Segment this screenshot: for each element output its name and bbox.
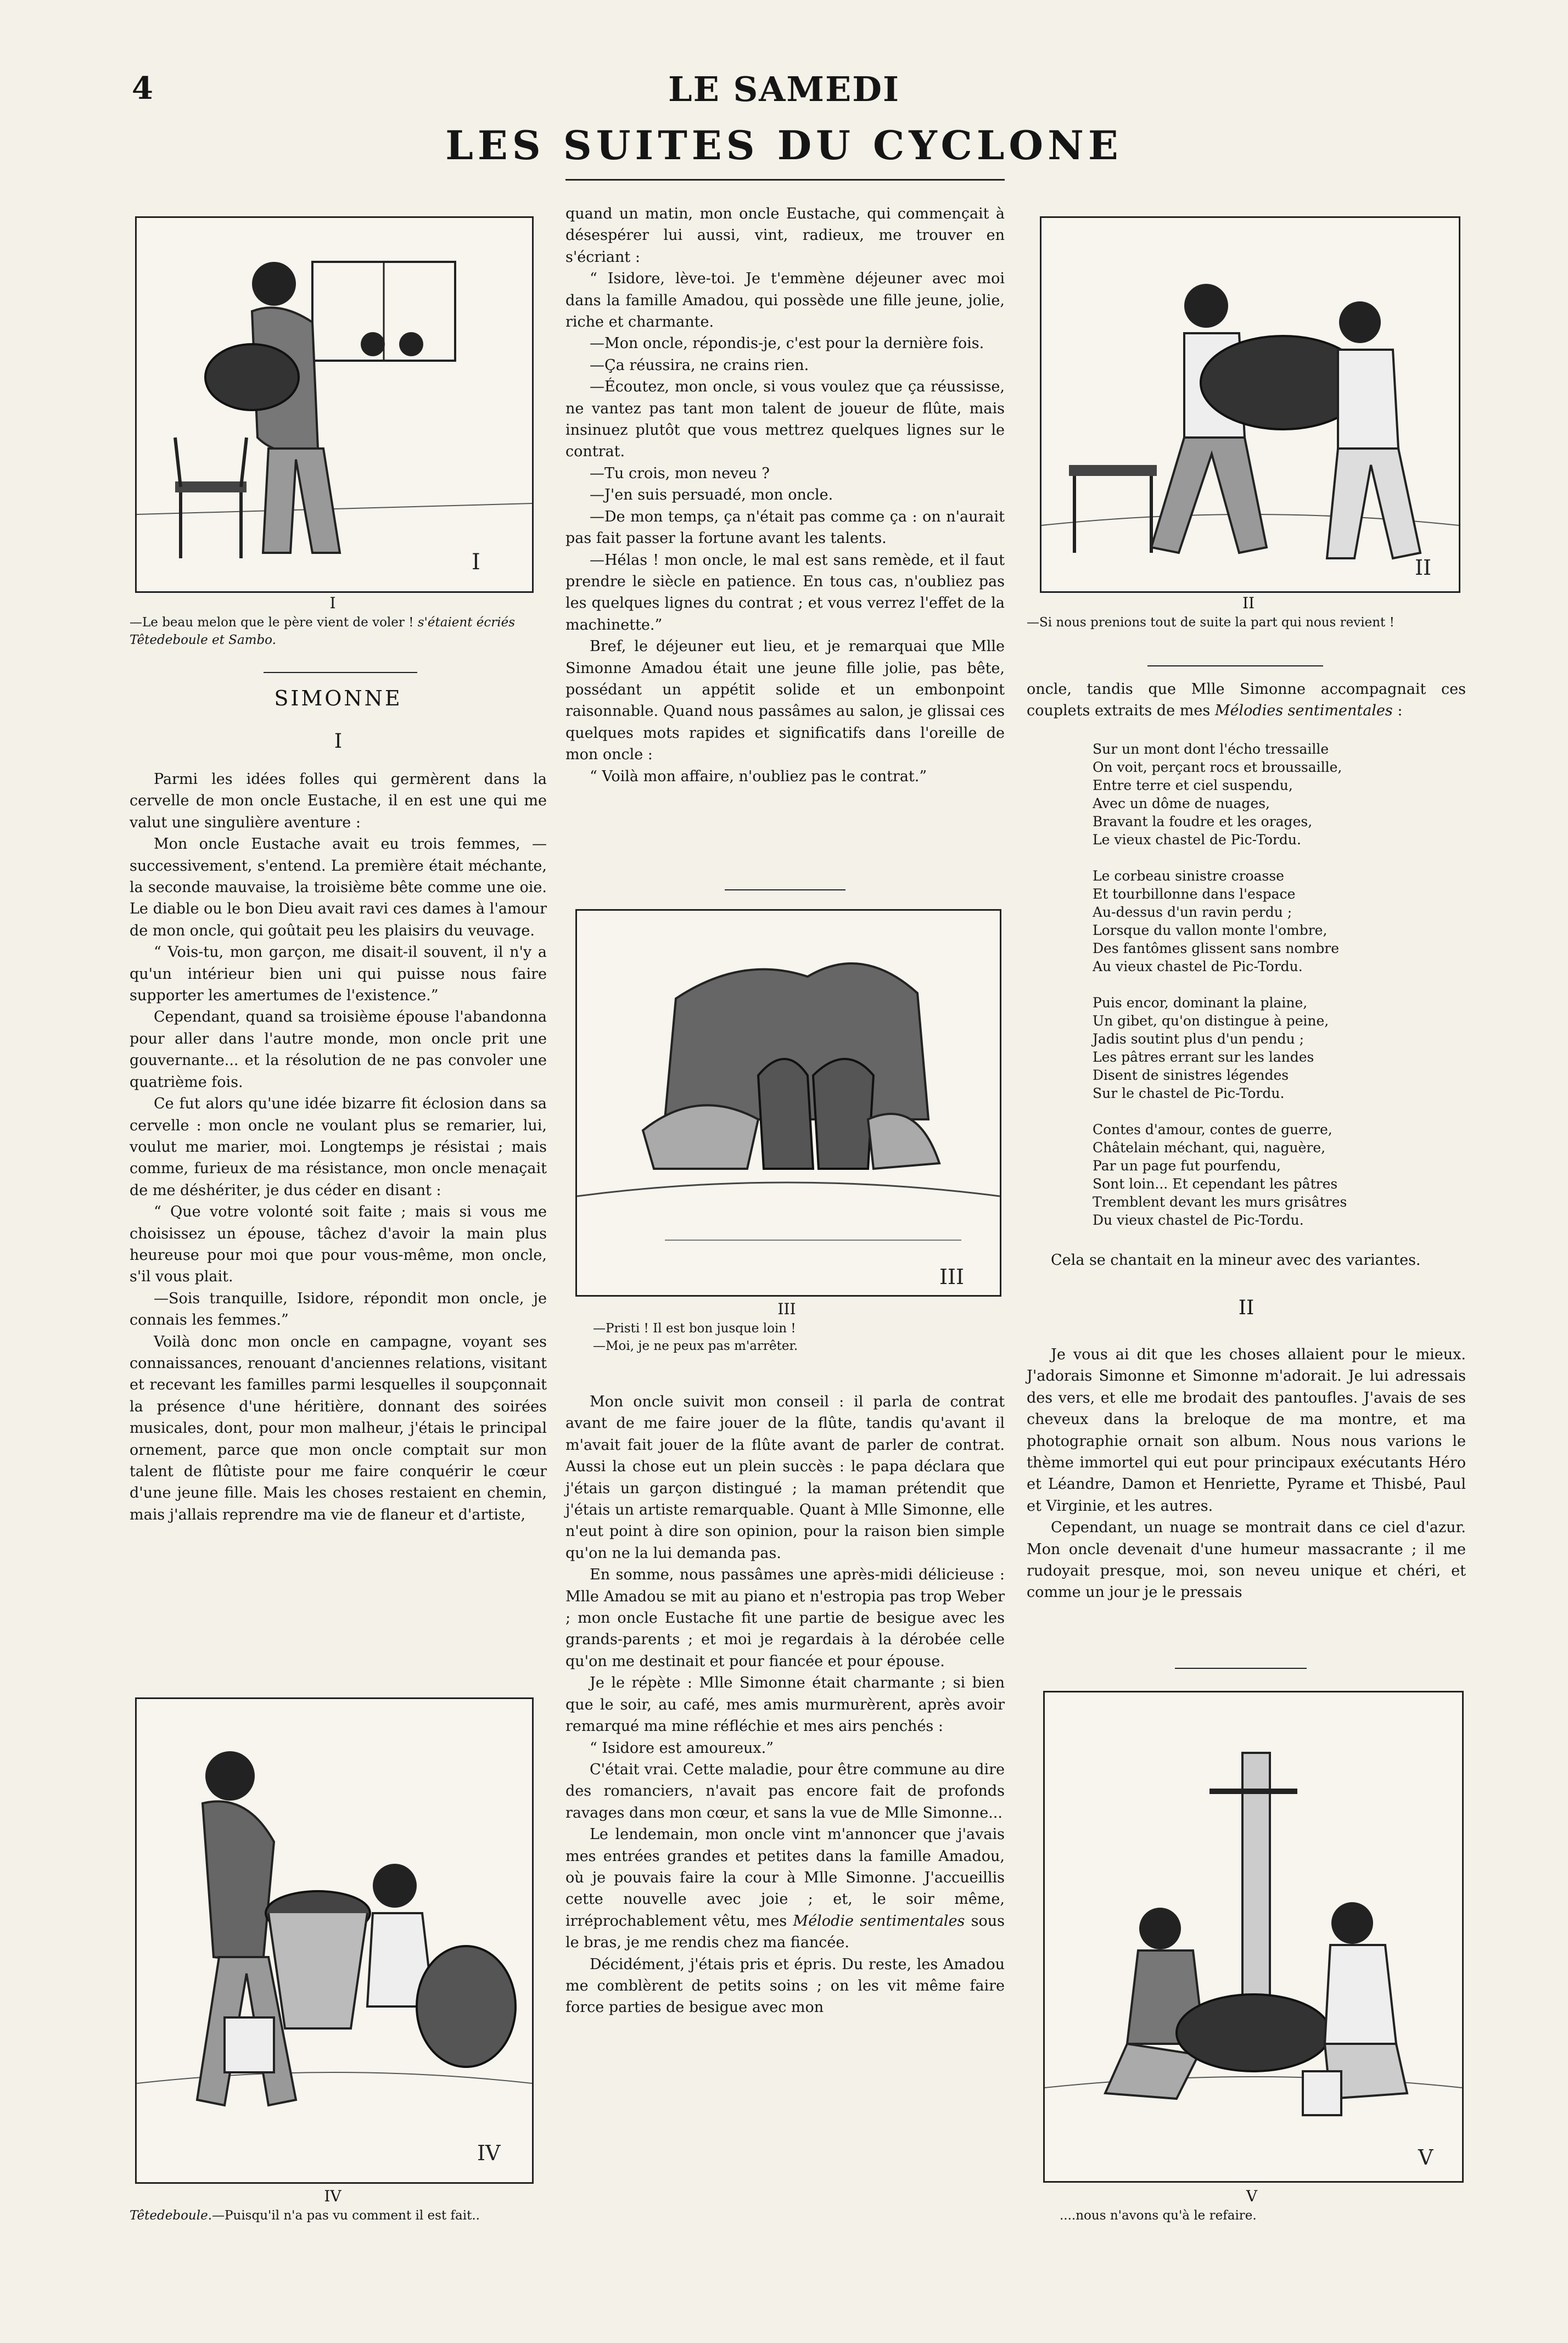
paragraph-tail: : xyxy=(1392,702,1403,720)
figure-4-caption-italic: Têtedeboule xyxy=(130,2209,208,2223)
paragraph: —Tu crois, mon neveu ? xyxy=(590,464,770,482)
figure-2-number: II xyxy=(1242,594,1255,612)
paragraph: —Écoutez, mon oncle, si vous voulez que ça réussisse, ne vantez pas tant mon talent de joueur de flûte, mais insinuez plutôt que vous mettrez quelques lignes sur le contrat. xyxy=(565,378,1005,461)
paragraph: Parmi les idées folles qui germèrent dans la cervelle de mon oncle Eustache, il en est une qui me valut une singulière aventure : xyxy=(130,771,547,831)
figure-1-mark: I xyxy=(472,550,480,575)
paragraph: C'était vrai. Cette maladie, pour être commune au dire des romanciers, n'avait pas encore fait de profonds ravages dans mon cœur, et sans la vue de Mlle Simonne... xyxy=(565,1761,1005,1821)
figure-3-caption-line: —Moi, je ne peux pas m'arrêter. xyxy=(593,1339,798,1353)
rule-above-story xyxy=(264,672,417,673)
paragraph-text: oncle, tandis que Mlle Simonne accompagnait ces couplets extraits de mes xyxy=(1027,681,1466,720)
section-number-1: I xyxy=(334,730,343,753)
story-title: SIMONNE xyxy=(274,686,402,710)
poem-line: Un gibet, qu'on distingue à peine, xyxy=(1093,1013,1329,1029)
page-title: LES SUITES DU CYCLONE xyxy=(445,122,1123,169)
poem-line: Tremblent devant les murs grisâtres xyxy=(1093,1194,1347,1210)
column-2-bottom xyxy=(565,1391,1005,2019)
paragraph: —Mon oncle, répondis-je, c'est pour la dernière fois. xyxy=(590,335,984,352)
poem-line: Bravant la foudre et les orages, xyxy=(1093,814,1313,829)
paragraph: Ce fut alors qu'une idée bizarre fit éclosion dans sa cervelle : mon oncle ne voulant plus se remarier, lui, voulut me marier, moi. Longtemps je résistai ; mais comme, furieux de ma résistance, mon oncle menaçait de me déshériter, je dus céder en disant : xyxy=(130,1095,547,1199)
column-2-top xyxy=(565,203,1005,787)
poem-line: Avec un dôme de nuages, xyxy=(1093,795,1270,811)
paragraph: —J'en suis persuadé, mon oncle. xyxy=(590,486,833,504)
poem-stanza xyxy=(1093,740,1444,849)
figure-4-illustration xyxy=(135,1697,534,2184)
figure-4-drawing xyxy=(137,1699,532,2182)
poem-line: Le corbeau sinistre croasse xyxy=(1093,868,1284,884)
figure-1-caption-italic: s'étaient écriés Têtedeboule et Sambo. xyxy=(130,615,516,647)
poem-line: Des fantômes glissent sans nombre xyxy=(1093,940,1340,956)
poem-line: Les pâtres errant sur les landes xyxy=(1093,1049,1314,1065)
paragraph: Décidément, j'étais pris et épris. Du reste, les Amadou me comblèrent de petits soins ; on les vit même faire force parties de besigue avec mon xyxy=(565,1955,1005,2016)
figure-2-mark: II xyxy=(1415,556,1432,580)
paragraph: Je le répète : Mlle Simonne était charmante ; si bien que le soir, au café, mes amis murmurèrent, après avoir remarqué ma mine réfléchie et mes airs penchés : xyxy=(565,1674,1005,1735)
paragraph xyxy=(565,1824,1005,1953)
poem-stanza xyxy=(1093,994,1444,1102)
figure-4-caption-text: .—Puisqu'il n'a pas vu comment il est fait.. xyxy=(208,2209,480,2223)
poem-line: Sur le chastel de Pic-Tordu. xyxy=(1093,1085,1285,1101)
italic-title: Mélodies sentimentales xyxy=(1214,702,1393,720)
title-rule xyxy=(565,179,1005,181)
poem-stanza xyxy=(1093,1120,1444,1229)
rule-above-figure-5 xyxy=(1175,1668,1307,1669)
poem-line: Entre terre et ciel suspendu, xyxy=(1093,777,1293,793)
paragraph: Cependant, quand sa troisième épouse l'abandonna pour aller dans l'autre monde, mon oncle prit une gouvernante... et la résolution de ne pas convoler une quatrième fois. xyxy=(130,1008,547,1091)
paragraph xyxy=(1027,679,1466,722)
poem-line: Lorsque du vallon monte l'ombre, xyxy=(1093,922,1328,938)
poem-stanza xyxy=(1093,867,1444,976)
paragraph: —Ça réussira, ne crains rien. xyxy=(590,356,809,374)
poem-line: Par un page fut pourfendu, xyxy=(1093,1158,1281,1174)
paragraph: Voilà donc mon oncle en campagne, voyant ses connaissances, renouant d'anciennes relations, visitant et recevant les familles parmi lesquelles il soupçonnait la présence d'une héritière, donnant des soirées musicales, dont, pour mon malheur, j'étais le principal ornement, parce que mon oncle comptait sur mon talent de flûtiste pour me faire conquérir le cœur d'une jeune fille. Mais les choses restaient en chemin, mais j'allais reprendre ma vie de flaneur et d'artiste, xyxy=(130,1333,547,1523)
page-number: 4 xyxy=(132,70,153,107)
poem-line: Et tourbillonne dans l'espace xyxy=(1093,886,1296,902)
figure-5-caption: ....nous n'avons qu'à le refaire. xyxy=(1060,2209,1257,2223)
paragraph: Mon oncle suivit mon conseil : il parla de contrat avant de me faire jouer de la flûte, tandis qu'avant il m'avait fait jouer de la flûte avant de parler de contrat. Aussi la chose eut un plein succès : le papa déclara que j'étais un garçon distingué ; la maman prétendit que j'étais un artiste remarquable. Quant à Mlle Simonne, elle n'eut point à dire son opinion, pour la raison bien simple qu'on ne la lui demanda pas. xyxy=(565,1393,1005,1562)
paragraph: —Sois tranquille, Isidore, répondit mon oncle, je connais les femmes.” xyxy=(130,1290,547,1329)
paragraph: quand un matin, mon oncle Eustache, qui commençait à désespérer lui aussi, vint, radieux, me trouver en s'écriant : xyxy=(565,205,1005,266)
figure-5-illustration xyxy=(1043,1691,1464,2183)
poem-line: Sont loin... Et cependant les pâtres xyxy=(1093,1176,1338,1192)
paragraph: “ Que votre volonté soit faite ; mais si vous me choisissez un épouse, tâchez d'avoir la main plus heureuse pour moi que pour vous-même, mon oncle, s'il vous plait. xyxy=(130,1203,547,1286)
poem-line: Châtelain méchant, qui, naguère, xyxy=(1093,1140,1326,1156)
poem-line: Au-dessus d'un ravin perdu ; xyxy=(1093,904,1292,920)
figure-1-number: I xyxy=(329,594,336,612)
figure-1-illustration xyxy=(135,216,534,593)
paragraph: Bref, le déjeuner eut lieu, et je remarquai que Mlle Simonne Amadou était une jeune fille jolie, pas bête, possédant un appétit solide et un embonpoint raisonnable. Quand nous passâmes au salon, je glissai ces quelques mots rapides et significatifs dans l'oreille de mon oncle : xyxy=(565,638,1005,764)
figure-3-mark: III xyxy=(939,1265,965,1289)
figure-1-caption xyxy=(130,614,547,649)
paragraph-tail: sous le bras, je me rendis chez ma fiancée. xyxy=(565,1912,1005,1952)
masthead: LE SAMEDI xyxy=(668,69,900,109)
figure-2-drawing xyxy=(1041,218,1459,591)
paragraph: —Hélas ! mon oncle, le mal est sans remède, et il faut prendre le siècle en patience. En tous cas, n'oubliez pas les quelques lignes du contrat ; et vous verrez l'effet de la machinette.” xyxy=(565,551,1005,634)
rule-above-figure-3 xyxy=(725,889,845,890)
figure-4-number: IV xyxy=(324,2187,341,2205)
poem-line: Du vieux chastel de Pic-Tordu. xyxy=(1093,1212,1304,1228)
poem-line: Le vieux chastel de Pic-Tordu. xyxy=(1093,832,1301,848)
figure-3-drawing xyxy=(577,911,1000,1295)
rule-below-figure-2 xyxy=(1147,665,1323,666)
figure-5-number: V xyxy=(1246,2187,1258,2205)
paragraph: —De mon temps, ça n'était pas comme ça : on n'aurait pas fait passer la fortune avant les talents. xyxy=(565,508,1005,547)
column-3-after-poem xyxy=(1027,1249,1466,1271)
paragraph: “ Isidore, lève-toi. Je t'emmène déjeuner avec moi dans la famille Amadou, qui possède une fille jeune, jolie, riche et charmante. xyxy=(565,270,1005,331)
figure-3-caption-line: —Pristi ! Il est bon jusque loin ! xyxy=(593,1321,796,1336)
paragraph: Cependant, un nuage se montrait dans ce ciel d'azur. Mon oncle devenait d'une humeur massacrante ; il me rudoyait presque, moi, son neveu unique et chéri, et comme un jour je le pressais xyxy=(1027,1519,1466,1601)
poem xyxy=(1093,740,1444,1247)
figure-3-caption xyxy=(593,1320,999,1355)
figure-3-number: III xyxy=(777,1300,796,1318)
poem-line: Au vieux chastel de Pic-Tordu. xyxy=(1093,959,1303,974)
figure-1-drawing xyxy=(137,218,532,591)
figure-5-mark: V xyxy=(1418,2145,1433,2170)
paragraph: “ Isidore est amoureux.” xyxy=(590,1739,774,1757)
paragraph: Cela se chantait en la mineur avec des variantes. xyxy=(1051,1252,1421,1269)
poem-line: On voit, perçant rocs et broussaille, xyxy=(1093,759,1342,775)
paragraph: Je vous ai dit que les choses allaient pour le mieux. J'adorais Simonne et Simonne m'adorait. Je lui adressais des vers, et elle me brodait des pantoufles. J'avais de ses cheveux dans la breloque de ma montre, et ma photographie ornait son album. Nous nous varions le thème immortel qui eut pour principaux exécutants Héro et Léandre, Damon et Henriette, Pyrame et Thisbé, Paul et Virginie, et les autres. xyxy=(1027,1346,1466,1515)
poem-line: Jadis soutint plus d'un pendu ; xyxy=(1093,1031,1304,1047)
paragraph: En somme, nous passâmes une après-midi délicieuse : Mlle Amadou se mit au piano et n'estropia pas trop Weber ; mon oncle Eustache fit une partie de besigue avec les grands-parents ; et moi je regardais à la dérobée celle qu'on me destinait et pour fiancée et pour épouse. xyxy=(565,1566,1005,1670)
column-3-section-2 xyxy=(1027,1344,1466,1604)
figure-2-illustration xyxy=(1040,216,1460,593)
figure-1-caption-text: —Le beau melon que le père vient de voler ! xyxy=(130,615,418,630)
figure-3-illustration xyxy=(575,909,1001,1297)
poem-line: Contes d'amour, contes de guerre, xyxy=(1093,1122,1332,1137)
figure-4-caption xyxy=(130,2207,547,2224)
figure-4-mark: IV xyxy=(477,2141,501,2165)
figure-2-caption: —Si nous prenions tout de suite la part qui nous revient ! xyxy=(1027,615,1395,630)
paragraph-text: Le lendemain, mon oncle vint m'annoncer que j'avais mes entrées grandes et petites dans la famille Amadou, où je pouvais faire la cour à Mlle Simonne. J'accueillis cette nouvelle avec joie ; et, le soir même, irréprochablement vêtu, mes xyxy=(565,1826,1005,1930)
poem-line: Sur un mont dont l'écho tressaille xyxy=(1093,741,1329,757)
paragraph: Mon oncle Eustache avait eu trois femmes, — successivement, s'entend. La première était méchante, la seconde mauvaise, la troisième bête comme une oie. Le diable ou le bon Dieu avait ravi ces dames à l'amour de mon oncle, qui goûtait peu les plaisirs du veuvage. xyxy=(130,836,547,939)
paragraph: “ Voilà mon affaire, n'oubliez pas le contrat.” xyxy=(590,767,927,785)
poem-line: Disent de sinistres légendes xyxy=(1093,1067,1289,1083)
column-1 xyxy=(130,769,547,1526)
italic-title: Mélodie sentimentales xyxy=(793,1912,965,1930)
paragraph: “ Vois-tu, mon garçon, me disait-il souvent, il n'y a qu'un intérieur bien uni qui puisse nous faire supporter les amertumes de l'existence.” xyxy=(130,944,547,1005)
poem-line: Puis encor, dominant la plaine, xyxy=(1093,995,1308,1011)
section-number-2: II xyxy=(1238,1297,1255,1319)
column-3-intro xyxy=(1027,679,1466,722)
figure-5-drawing xyxy=(1045,1692,1462,2181)
